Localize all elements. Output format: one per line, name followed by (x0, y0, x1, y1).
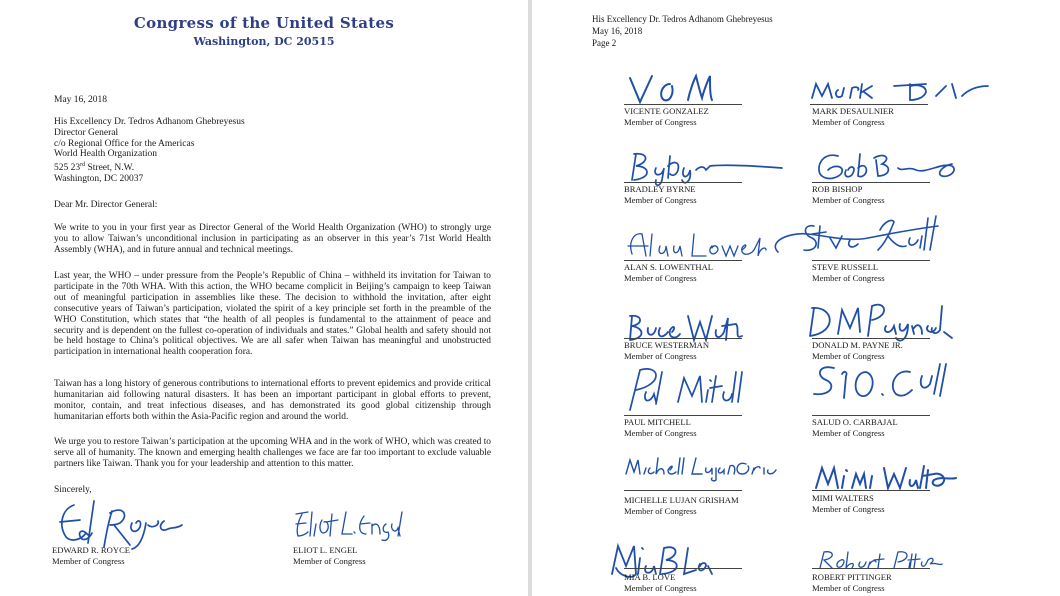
letterhead-subtitle: Washington, DC 20515 (193, 35, 335, 48)
signature-line (812, 182, 930, 183)
signer-name: BRUCE WESTERMAN (624, 340, 710, 350)
signer-title: Member of Congress (624, 273, 697, 283)
signer-name: EDWARD R. ROYCE (52, 545, 131, 555)
signature-line (624, 415, 742, 416)
signer-name: ROBERT PITTINGER (812, 572, 892, 582)
signer-title: Member of Congress (812, 117, 885, 127)
signature-line (812, 260, 930, 261)
letter-page-2 (532, 0, 1060, 596)
signer-name: DONALD M. PAYNE JR. (812, 340, 903, 350)
street-number: 525 23 (54, 163, 81, 174)
signature-walters (810, 462, 960, 492)
signer-title: Member of Congress (812, 583, 885, 593)
signer-name: MICHELLE LUJAN GRISHAM (624, 495, 739, 505)
recipient-address (54, 117, 245, 185)
signature-carbajal (804, 360, 954, 404)
recipient-line: Director General (54, 127, 119, 138)
signer-title: Member of Congress (812, 428, 885, 438)
signature-engel (292, 506, 412, 544)
signature-line (624, 104, 742, 105)
letter-page-1 (0, 0, 528, 596)
signer-title: Member of Congress (624, 506, 697, 516)
street-name: Street, N.W. (85, 163, 135, 174)
signer-name: ALAN S. LOWENTHAL (624, 262, 714, 272)
paragraph-1: We write to you in your first year as Director General of the World Health Organization (WHO) to strongly urge you to allow Taiwan’s unconditional inclusion in participating as an observer in this year’s 71st World Health Assembly (WHA), and in future annual and technical meetings. (54, 223, 491, 255)
signature-byrne (626, 148, 786, 184)
signer-name: PAUL MITCHELL (624, 417, 691, 427)
signer-title: Member of Congress (812, 273, 885, 283)
signature-russell (768, 212, 944, 262)
signer-title: Member of Congress (624, 351, 697, 361)
letterhead-title: Congress of the United States (133, 14, 395, 32)
signature-line (810, 104, 928, 105)
signer-name: BRADLEY BYRNE (624, 184, 696, 194)
signature-gonzalez (624, 70, 724, 106)
closing: Sincerely, (54, 485, 92, 495)
signer-name: MARK DESAULNIER (812, 106, 894, 116)
signature-bishop (812, 148, 972, 184)
recipient-line: His Excellency Dr. Tedros Adhanom Ghebreyesus (54, 117, 245, 127)
signer-name: MIMI WALTERS (812, 493, 874, 503)
signature-desaulnier (806, 76, 996, 106)
signer-title: Member of Congress (52, 556, 125, 566)
signature-line (624, 490, 742, 491)
signature-line (624, 568, 742, 569)
signature-lowenthal (620, 228, 770, 264)
paragraph-3: Taiwan has a long history of generous contributions to international efforts to prevent epidemics and provide critical humanitarian aid following natural disasters. It has been an important participant in global efforts to prevent, monitor, contain, and treat infectious diseases, and has demonstrated its good global citizenship through humanitarian efforts both within the Asia-Pacific region and around the world. (54, 379, 491, 422)
signature-line (624, 338, 742, 339)
signature-line (812, 490, 930, 491)
page2-header-page: Page 2 (592, 38, 617, 48)
signature-lujan-grisham (620, 452, 780, 482)
page2-header-date: May 16, 2018 (592, 26, 643, 36)
signature-royce (52, 495, 192, 550)
signer-title: Member of Congress (812, 195, 885, 205)
signer-name: ELIOT L. ENGEL (293, 545, 358, 555)
page2-header-recipient: His Excellency Dr. Tedros Adhanom Ghebreyesus (592, 14, 773, 24)
signer-title: Member of Congress (293, 556, 366, 566)
signer-title: Member of Congress (624, 428, 697, 438)
signer-name: STEVE RUSSELL (812, 262, 879, 272)
signature-line (812, 568, 930, 569)
signer-title: Member of Congress (624, 117, 697, 127)
signature-line (812, 415, 930, 416)
signer-title: Member of Congress (812, 504, 885, 514)
salutation: Dear Mr. Director General: (54, 200, 158, 210)
recipient-line: Washington, DC 20037 (54, 174, 144, 185)
signer-name: SALUD O. CARBAJAL (812, 417, 898, 427)
signature-line (812, 338, 930, 339)
letter-date: May 16, 2018 (54, 95, 108, 105)
signer-name: MIA B. LOVE (624, 572, 676, 582)
street-ordinal: rd (80, 162, 86, 169)
paragraph-4: We urge you to restore Taiwan’s participation at the upcoming WHA and in the work of WHO, which was created to serve all of humanity. The known and emerging health challenges we face are far too important to exclude valuable partners like Taiwan. Thank you for your leadership and attention to this matter. (54, 437, 491, 469)
signer-title: Member of Congress (812, 351, 885, 361)
signer-name: VICENTE GONZALEZ (624, 106, 709, 116)
signer-name: ROB BISHOP (812, 184, 863, 194)
recipient-line: c/o Regional Office for the Americas (54, 138, 195, 149)
signature-mitchell (612, 362, 752, 414)
recipient-street (54, 160, 245, 174)
paragraph-2: Last year, the WHO – under pressure from the People’s Republic of China – withheld its invitation for Taiwan to participate in the 70th WHA. With this action, the WHO became complicit in Beijing’s campaign to keep Taiwan out of meaningful participation in assemblies like these. The decision to withhold the invitation, after eight consecutive years of Taiwan’s participation, violated the spirit of a key principle set forth in the preamble of the WHO Constitution, which states that “the health of all peoples is fundamental to the attainment of peace and security and is dependent on the fullest co-operation of individuals and states.” Global health and safety should not be held hostage to China’s political objectives. We are all safer when Taiwan has meaningful and unobstructed participation in international health cooperation fora. (54, 271, 491, 358)
signature-line (624, 260, 742, 261)
signer-title: Member of Congress (624, 583, 697, 593)
signer-title: Member of Congress (624, 195, 697, 205)
signature-line (624, 182, 742, 183)
recipient-line: World Health Organization (54, 149, 158, 160)
